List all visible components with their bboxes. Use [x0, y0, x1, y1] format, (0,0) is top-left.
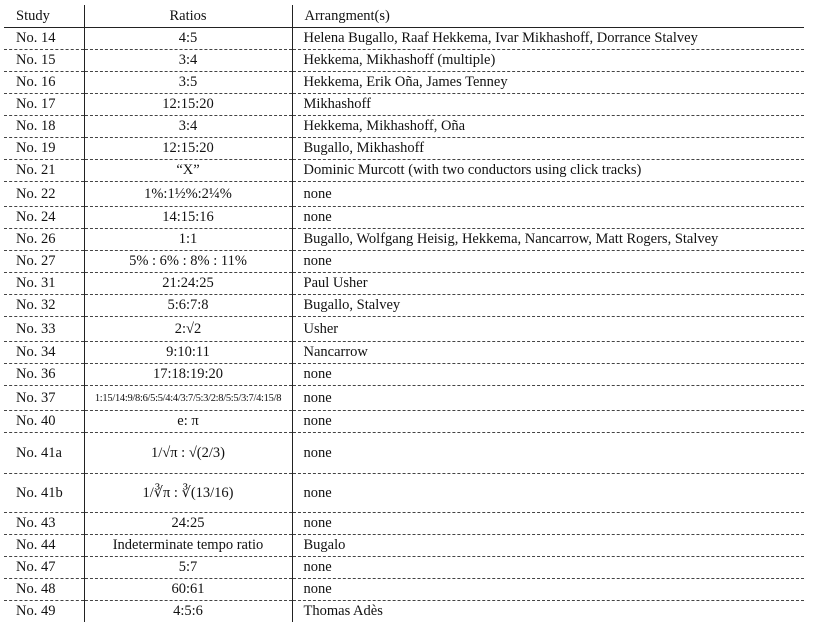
- study-cell: No. 48: [4, 579, 84, 601]
- ratio-cell: 24:25: [84, 513, 292, 535]
- ratio-cell: 9:10:11: [84, 342, 292, 364]
- study-cell: No. 44: [4, 535, 84, 557]
- study-cell: No. 41b: [4, 474, 84, 513]
- study-cell: No. 27: [4, 251, 84, 273]
- arrangement-cell: Nancarrow: [292, 342, 804, 364]
- study-cell: No. 32: [4, 295, 84, 317]
- ratio-cell: 5% : 6% : 8% : 11%: [84, 251, 292, 273]
- study-cell: No. 37: [4, 386, 84, 411]
- arrangement-cell: none: [292, 251, 804, 273]
- arrangement-cell: Bugalo: [292, 535, 804, 557]
- arrangement-cell: none: [292, 207, 804, 229]
- arrangement-cell: Thomas Adès: [292, 601, 804, 622]
- table-row: [4, 364, 804, 386]
- table-row: [4, 386, 804, 411]
- table-row: [4, 28, 804, 50]
- ratio-cell: 1:15/14:9/8:6/5:5/4:4/3:7/5:3/2:8/5:5/3:7/4:15/8: [84, 386, 292, 411]
- table-row: [4, 229, 804, 251]
- ratio-cell: Indeterminate tempo ratio: [84, 535, 292, 557]
- ratio-cell: 12:15:20: [84, 138, 292, 160]
- arrangement-cell: none: [292, 182, 804, 207]
- ratio-cell: 5:7: [84, 557, 292, 579]
- arrangement-cell: Paul Usher: [292, 273, 804, 295]
- table-row: [4, 182, 804, 207]
- table-row: [4, 138, 804, 160]
- arrangement-cell: Mikhashoff: [292, 94, 804, 116]
- table-row: [4, 579, 804, 601]
- table-row: [4, 50, 804, 72]
- study-cell: No. 24: [4, 207, 84, 229]
- table-row: [4, 601, 804, 622]
- table-row: [4, 557, 804, 579]
- study-cell: No. 21: [4, 160, 84, 182]
- ratio-cell: 12:15:20: [84, 94, 292, 116]
- arrangement-cell: none: [292, 364, 804, 386]
- arrangement-cell: Usher: [292, 317, 804, 342]
- arrangement-cell: Bugallo, Wolfgang Heisig, Hekkema, Nancarrow, Matt Rogers, Stalvey: [292, 229, 804, 251]
- ratio-cell: e: π: [84, 411, 292, 433]
- arrangement-cell: Hekkema, Mikhashoff (multiple): [292, 50, 804, 72]
- table-row: [4, 295, 804, 317]
- table-row: [4, 94, 804, 116]
- ratio-cell: 1%:1½%:2¼%: [84, 182, 292, 207]
- table-row: [4, 207, 804, 229]
- table-row: [4, 72, 804, 94]
- study-cell: No. 40: [4, 411, 84, 433]
- ratio-cell: 1/√π : √(2/3): [84, 433, 292, 474]
- study-cell: No. 16: [4, 72, 84, 94]
- arrangement-cell: Bugallo, Stalvey: [292, 295, 804, 317]
- study-cell: No. 36: [4, 364, 84, 386]
- ratio-cell: 4:5: [84, 28, 292, 50]
- ratio-cell: 60:61: [84, 579, 292, 601]
- header-row: [4, 5, 804, 28]
- table-row: [4, 160, 804, 182]
- ratio-cell: 17:18:19:20: [84, 364, 292, 386]
- study-cell: No. 26: [4, 229, 84, 251]
- study-cell: No. 47: [4, 557, 84, 579]
- table-row: [4, 433, 804, 474]
- table-row: [4, 116, 804, 138]
- study-cell: No. 33: [4, 317, 84, 342]
- arrangement-cell: none: [292, 433, 804, 474]
- table-row: [4, 251, 804, 273]
- ratio-cell: 3:4: [84, 50, 292, 72]
- ratio-cell: 21:24:25: [84, 273, 292, 295]
- arrangement-cell: none: [292, 579, 804, 601]
- study-cell: No. 41a: [4, 433, 84, 474]
- arrangement-cell: none: [292, 474, 804, 513]
- studies-table: [4, 5, 804, 622]
- study-cell: No. 43: [4, 513, 84, 535]
- arrangement-cell: none: [292, 513, 804, 535]
- table-row: [4, 411, 804, 433]
- arrangement-cell: Dominic Murcott (with two conductors using click tracks): [292, 160, 804, 182]
- arrangement-cell: Helena Bugallo, Raaf Hekkema, Ivar Mikhashoff, Dorrance Stalvey: [292, 28, 804, 50]
- arrangement-cell: none: [292, 557, 804, 579]
- table-row: [4, 474, 804, 513]
- arrangement-cell: none: [292, 411, 804, 433]
- arrangement-cell: Bugallo, Mikhashoff: [292, 138, 804, 160]
- study-cell: No. 49: [4, 601, 84, 622]
- study-cell: No. 19: [4, 138, 84, 160]
- table-row: [4, 317, 804, 342]
- ratio-cell: 1/∛π : ∛(13/16): [84, 474, 292, 513]
- study-cell: No. 22: [4, 182, 84, 207]
- study-cell: No. 18: [4, 116, 84, 138]
- arrangements-header: Arrangment(s): [292, 5, 804, 28]
- ratio-cell: 2:√2: [84, 317, 292, 342]
- ratios-header: Ratios: [84, 5, 292, 28]
- ratio-cell: “X”: [84, 160, 292, 182]
- study-cell: No. 34: [4, 342, 84, 364]
- ratio-cell: 14:15:16: [84, 207, 292, 229]
- ratio-cell: 1:1: [84, 229, 292, 251]
- ratio-cell: 3:5: [84, 72, 292, 94]
- table-row: [4, 342, 804, 364]
- table-row: [4, 513, 804, 535]
- table-row: [4, 273, 804, 295]
- arrangement-cell: none: [292, 386, 804, 411]
- study-cell: No. 31: [4, 273, 84, 295]
- study-cell: No. 17: [4, 94, 84, 116]
- study-header: Study: [4, 5, 84, 28]
- study-cell: No. 15: [4, 50, 84, 72]
- study-cell: No. 14: [4, 28, 84, 50]
- table-row: [4, 535, 804, 557]
- ratio-cell: 3:4: [84, 116, 292, 138]
- arrangement-cell: Hekkema, Mikhashoff, Oña: [292, 116, 804, 138]
- arrangement-cell: Hekkema, Erik Oña, James Tenney: [292, 72, 804, 94]
- ratio-cell: 5:6:7:8: [84, 295, 292, 317]
- ratio-cell: 4:5:6: [84, 601, 292, 622]
